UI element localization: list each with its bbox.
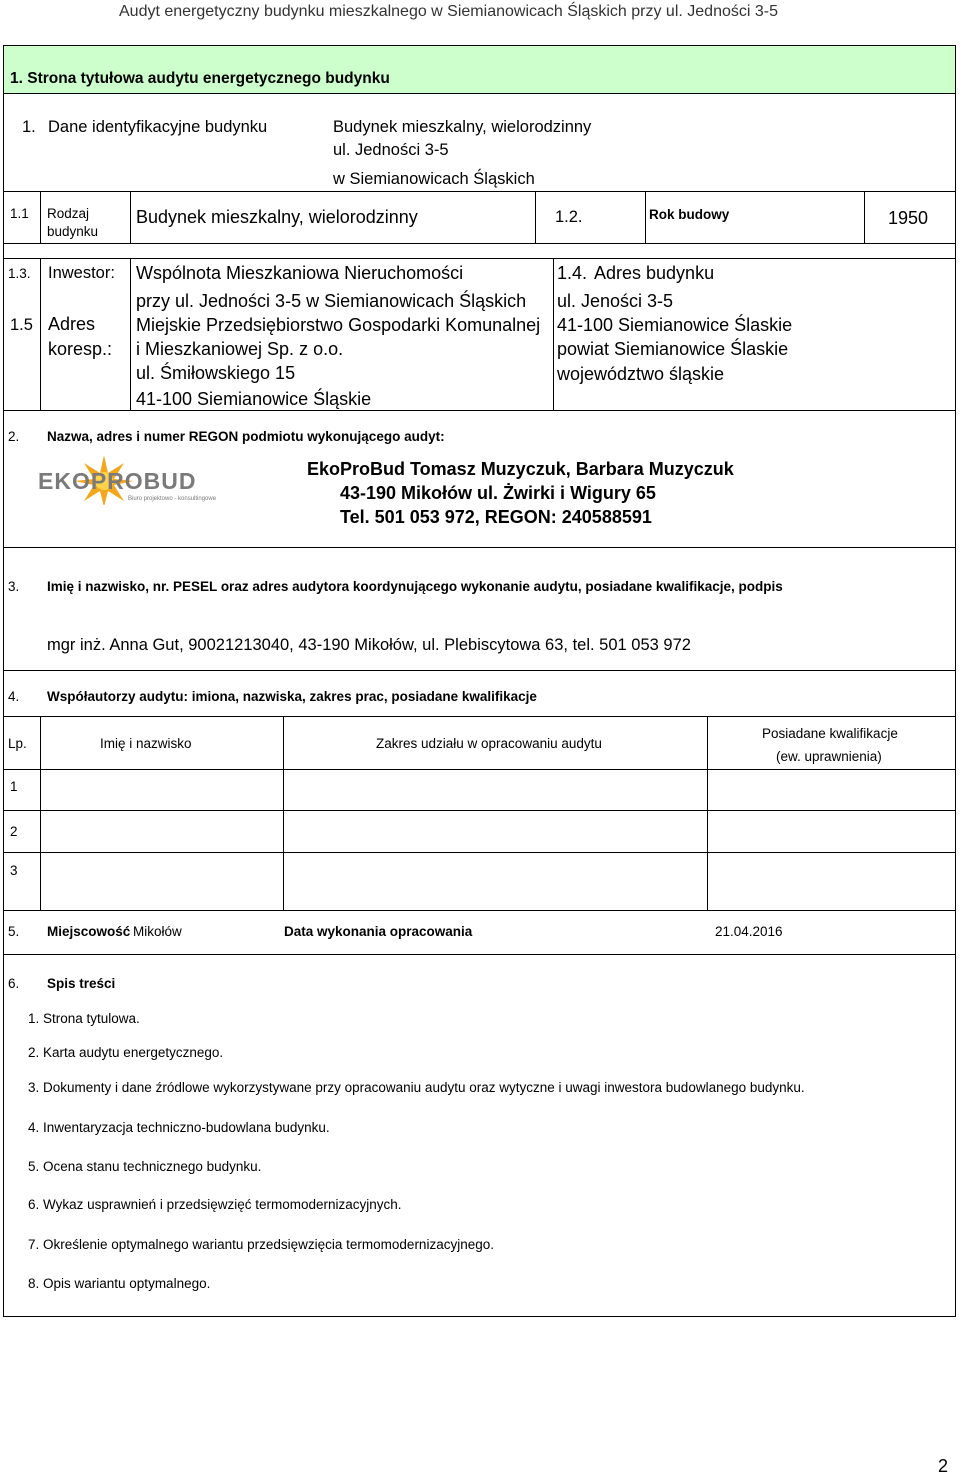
s1_4-label: Adres budynku bbox=[594, 263, 715, 283]
toc-item-4: 4. Inwentaryzacja techniczno-budowlana budynku. bbox=[28, 1120, 330, 1135]
col-divider bbox=[553, 258, 554, 410]
col-divider bbox=[707, 716, 708, 910]
s1_5-value-line2: i Mieszkaniowej Sp. z o.o. bbox=[136, 339, 344, 359]
s1_4-value-line3: powiat Siemianowice Ślaskie bbox=[557, 339, 789, 359]
s1_4-value-line2: 41-100 Siemianowice Ślaskie bbox=[557, 315, 793, 335]
row-divider bbox=[4, 954, 955, 955]
s3-number: 3. bbox=[8, 579, 20, 594]
col-divider bbox=[864, 191, 865, 243]
s1_5-value-line4: 41-100 Siemianowice Śląskie bbox=[136, 389, 372, 409]
s4-number: 4. bbox=[8, 689, 20, 704]
col-header-qualifications: Posiadane kwalifikacje bbox=[762, 726, 898, 741]
s1_3-value-line1: Wspólnota Mieszkaniowa Nieruchomości bbox=[136, 263, 464, 283]
row-divider bbox=[4, 258, 955, 259]
toc-item-8: 8. Opis wariantu optymalnego. bbox=[28, 1276, 211, 1291]
col-header-name: Imię i nazwisko bbox=[100, 736, 192, 751]
s2-company-line2: 43-190 Mikołów ul. Żwirki i Wigury 65 bbox=[340, 483, 656, 503]
toc-item-1: 1. Strona tytulowa. bbox=[28, 1011, 140, 1026]
col-divider bbox=[645, 191, 646, 243]
table-row-1-lp: 1 bbox=[10, 779, 18, 794]
s5-date-value: 21.04.2016 bbox=[715, 924, 783, 939]
s1-value-line3: w Siemianowicach Śląskich bbox=[333, 170, 535, 188]
table-row-divider bbox=[4, 852, 955, 853]
s5-number: 5. bbox=[8, 924, 20, 939]
s1_5-label-line2: koresp.: bbox=[48, 339, 113, 359]
toc-item-5: 5. Ocena stanu technicznego budynku. bbox=[28, 1159, 262, 1174]
s1_1-number: 1.1 bbox=[10, 206, 29, 221]
running-header: Audyt energetyczny budynku mieszkalnego w Siemianowicach Śląskich przy ul. Jedności 3-5 bbox=[119, 3, 778, 20]
col-divider bbox=[130, 191, 131, 243]
s6-label: Spis treści bbox=[47, 976, 116, 991]
s2-label: Nazwa, adres i numer REGON podmiotu wykonującego audyt: bbox=[47, 429, 445, 444]
logo-tagline: Biuro projektowo - konsultingowe bbox=[128, 496, 217, 502]
toc-item-6: 6. Wykaz usprawnień i przedsięwzięć termomodernizacyjnych. bbox=[28, 1197, 402, 1212]
s1-number: 1. bbox=[22, 118, 36, 136]
s2-company-line3: Tel. 501 053 972, REGON: 240588591 bbox=[340, 507, 652, 527]
s1_3-label: Inwestor: bbox=[48, 264, 115, 282]
col-divider bbox=[40, 191, 41, 243]
coauthors-table-bottom bbox=[4, 910, 955, 911]
s6-number: 6. bbox=[8, 976, 20, 991]
toc-item-3: 3. Dokumenty i dane źródlowe wykorzystywane przy opracowaniu audytu oraz wytyczne i uwagi inwestora budowlanego budynku. bbox=[28, 1080, 805, 1095]
s1_5-value-line3: ul. Śmiłowskiego 15 bbox=[136, 363, 296, 383]
row-divider bbox=[4, 410, 955, 411]
s3-label: Imię i nazwisko, nr. PESEL oraz adres audytora koordynującego wykonanie audytu, posiadane kwalifikacje, podpis bbox=[47, 579, 783, 594]
s3-value: mgr inż. Anna Gut, 90021213040, 43-190 Mikołów, ul. Plebiscytowa 63, tel. 501 053 972 bbox=[47, 636, 691, 654]
s2-company-line1: EkoProBud Tomasz Muzyczuk, Barbara Muzyczuk bbox=[307, 459, 734, 479]
logo-text: EKOPROBUD bbox=[38, 468, 197, 494]
s1_4-number: 1.4. bbox=[557, 263, 588, 283]
s1_2-label: Rok budowy bbox=[649, 207, 730, 222]
s1_5-label-line1: Adres bbox=[48, 314, 96, 334]
section1-title: 1. Strona tytułowa audytu energetycznego budynku bbox=[10, 70, 390, 87]
col-divider bbox=[40, 258, 41, 410]
s5-place-value: Mikołów bbox=[133, 924, 182, 939]
s5-place-label: Miejscowość bbox=[47, 924, 131, 939]
table-row-2-lp: 2 bbox=[10, 824, 18, 839]
row-divider bbox=[4, 547, 955, 548]
s1_2-value: 1950 bbox=[888, 208, 929, 228]
col-header-qualifications-sub: (ew. uprawnienia) bbox=[776, 749, 882, 764]
s1_5-value-line1: Miejskie Przedsiębiorstwo Gospodarki Komunalnej bbox=[136, 315, 541, 335]
col-divider bbox=[535, 191, 536, 243]
table-row-3-lp: 3 bbox=[10, 863, 18, 878]
ekoprobud-logo bbox=[36, 453, 236, 505]
s1_4-value-line1: ul. Jeności 3-5 bbox=[557, 291, 674, 311]
toc-item-2: 2. Karta audytu energetycznego. bbox=[28, 1045, 224, 1060]
s1_4-value-line4: województwo śląskie bbox=[557, 364, 725, 384]
row-divider bbox=[4, 191, 955, 192]
table-row-divider bbox=[4, 810, 955, 811]
col-divider bbox=[130, 258, 131, 410]
s5-date-label: Data wykonania opracowania bbox=[284, 924, 473, 939]
col-divider bbox=[40, 716, 41, 910]
s2-number: 2. bbox=[8, 429, 20, 444]
s1-value-line1: Budynek mieszkalny, wielorodzinny bbox=[333, 118, 592, 136]
col-divider bbox=[283, 716, 284, 910]
s1_5-number: 1.5 bbox=[10, 316, 33, 334]
s4-label: Współautorzy audytu: imiona, nazwiska, zakres prac, posiadane kwalifikacje bbox=[47, 689, 537, 704]
s1-value-line2: ul. Jedności 3-5 bbox=[333, 141, 449, 159]
sun-logo-icon bbox=[36, 453, 236, 505]
s1_3-value-line2: przy ul. Jedności 3-5 w Siemianowicach Śląskich bbox=[136, 291, 527, 311]
toc-item-7: 7. Określenie optymalnego wariantu przedsięwzięcia termomodernizacyjnego. bbox=[28, 1237, 494, 1252]
s1-label: Dane identyfikacyjne budynku bbox=[48, 118, 268, 136]
s1_1-value: Budynek mieszkalny, wielorodzinny bbox=[136, 207, 418, 227]
row-divider bbox=[4, 243, 955, 244]
s1_1-label-line1: Rodzaj bbox=[47, 206, 90, 221]
col-header-scope: Zakres udziału w opracowaniu audytu bbox=[376, 736, 602, 751]
s1_2-number: 1.2. bbox=[555, 208, 583, 226]
s1_3-number: 1.3. bbox=[8, 266, 31, 281]
table-row-divider bbox=[4, 769, 955, 770]
row-divider bbox=[4, 670, 955, 671]
s1_1-label-line2: budynku bbox=[47, 224, 99, 239]
page-number: 2 bbox=[938, 1456, 949, 1476]
col-header-lp: Lp. bbox=[8, 736, 27, 751]
coauthors-table-top bbox=[4, 716, 955, 717]
